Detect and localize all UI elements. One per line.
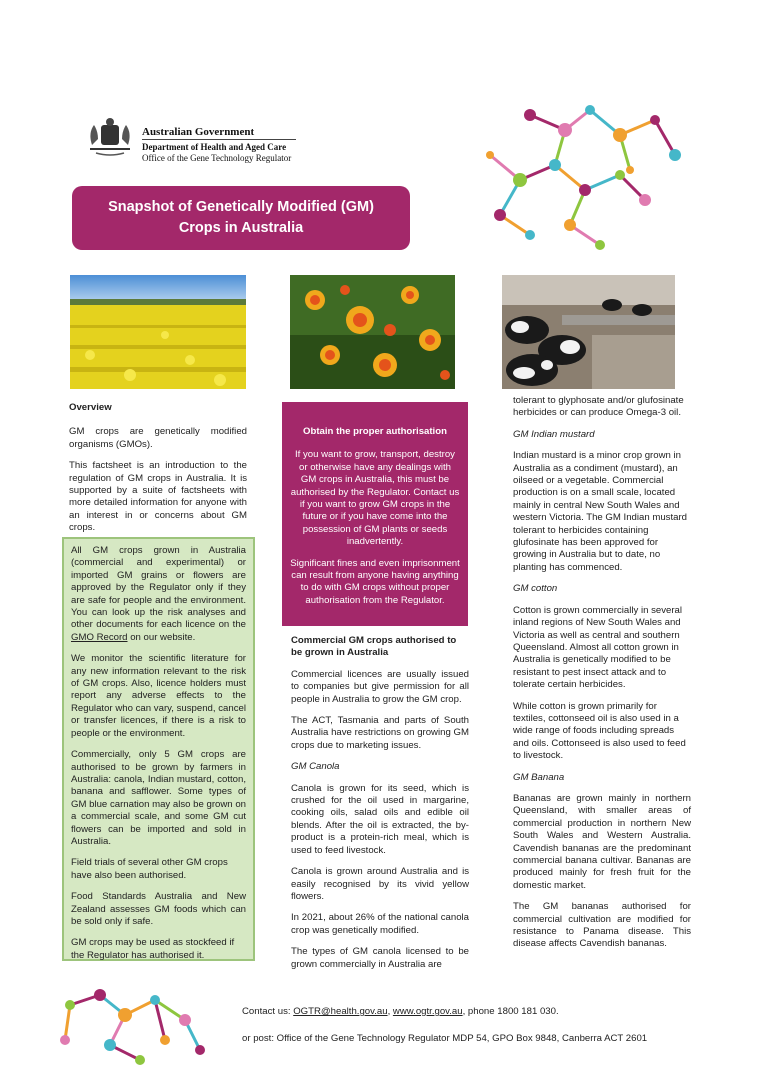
box-para-5: Food Standards Australia and New Zealand assesses GM foods which can be sold only if safe. bbox=[71, 891, 246, 927]
canola-para-4: The types of GM canola licensed to be grown commercially in Australia are bbox=[291, 946, 469, 970]
gmo-record-link[interactable]: GMO Record bbox=[71, 631, 128, 643]
overview-heading: Overview bbox=[69, 402, 112, 413]
title-banner bbox=[72, 186, 410, 250]
mustard-heading: GM Indian mustard bbox=[513, 428, 595, 440]
safflower-photo bbox=[290, 275, 455, 389]
cotton-heading: GM cotton bbox=[513, 583, 558, 595]
authorisation-heading: Obtain the proper authorisation bbox=[303, 426, 447, 437]
commercial-para-2: The ACT, Tasmania and parts of South Australia have restrictions on growing GM crops due to marketing issues. bbox=[291, 715, 469, 751]
footer-molecule-icon bbox=[55, 985, 215, 1070]
banana-heading: GM Banana bbox=[513, 771, 565, 783]
coat-of-arms-icon bbox=[84, 115, 136, 157]
box-para-1: All GM crops grown in Australia (commercial and experimental) or imported GM grains or flowers are approved by the Regulator only if they are safe for people and the environment. You can look up the risk analyses and other documents for each licence on the GMO Record on our website. bbox=[71, 545, 246, 643]
molecule-decoration-icon bbox=[470, 95, 700, 265]
website-link[interactable]: www.ogtr.gov.au bbox=[392, 1006, 463, 1017]
title-line-2: Crops in Australia bbox=[178, 220, 304, 236]
commercial-para-1: Commercial licences are usually issued to companies but give permission for all people in Australia to grow the GM crop. bbox=[291, 668, 469, 705]
box-para-4: Field trials of several other GM crops have also been authorised. bbox=[71, 857, 228, 881]
government-logo bbox=[84, 115, 299, 165]
box-para-2: We monitor the scientific literature for any new information relevant to the risk of GM crops. Also, licence holders must report any adverse effects to the Regulator who can vary, suspend, cancel or transfer licences, if there is a risk to people or the environment. bbox=[71, 653, 246, 739]
gov-name: Australian Government bbox=[142, 126, 255, 138]
canola-heading: GM Canola bbox=[291, 761, 340, 773]
column-1 bbox=[69, 402, 247, 544]
column-2 bbox=[291, 635, 469, 980]
canola-para-3: In 2021, about 26% of the national canola crop was genetically modified. bbox=[291, 912, 469, 936]
footer-contact: Contact us: OGTR@health.gov.au, www.ogtr.gov.au, phone 1800 181 030. bbox=[242, 1006, 559, 1017]
overview-para-1: GM crops are genetically modified organisms (GMOs). bbox=[69, 426, 247, 450]
canola-para-2: Canola is grown around Australia and is easily recognised by its vivid yellow flowers. bbox=[291, 866, 469, 902]
title-line-1: Snapshot of Genetically Modified (GM) bbox=[108, 199, 374, 215]
cattle-feedlot-photo bbox=[502, 275, 675, 389]
authorisation-box bbox=[282, 402, 468, 626]
overview-para-2: This factsheet is an introduction to the regulation of GM crops in Australia. It is supported by a suite of factsheets with more detailed information for anyone with an interest in or concerns about GM crops. bbox=[69, 460, 247, 534]
office-name: Office of the Gene Technology Regulator bbox=[142, 153, 292, 163]
dept-name: Department of Health and Aged Care bbox=[142, 142, 287, 152]
banana-para-2: The GM bananas authorised for commercial cultivation are modified for resistance to Panama disease. This disease affects Cavendish bananas. bbox=[513, 901, 691, 950]
box-para-3: Commercially, only 5 GM crops are authorised to be grown by farmers in Australia: canola, Indian mustard, cotton, banana and safflower. Some types of GM blue carnation may also be grown on a commercial scale, and some GM cut flowers can be imported and sold in Australia. bbox=[71, 749, 246, 847]
canola-types-cont: tolerant to glyphosate and/or glufosinate herbicides or can produce Omega-3 oil. bbox=[513, 395, 684, 419]
mustard-para: Indian mustard is a minor crop grown in Australia as a condiment (mustard), an oilseed or a vegetable. Commercial production is on a small scale, located mainly in central New South Wales and western Victoria. The GM Indian mustard tolerant to herbicides containing glufosinate has been approved for growing in Australia but to date, no planting has commenced. bbox=[513, 450, 688, 573]
banana-para-1: Bananas are grown mainly in northern Queensland, with smaller areas of commercial production in northern New South Wales and Western Australia. Cavendish bananas are the predominant commercial banana cultivar. Bananas are produced mainly for fresh fruit for the domestic market. bbox=[513, 792, 691, 891]
authorisation-para-2: Significant fines and even imprisonment can result from anyone having anything to do with GM crops without proper authorisation from the Regulator. bbox=[290, 557, 460, 606]
email-link[interactable]: OGTR@health.gov.au bbox=[293, 1006, 388, 1017]
footer-post: or post: Office of the Gene Technology Regulator MDP 54, GPO Box 9848, Canberra ACT 2601 bbox=[242, 1033, 648, 1044]
canola-field-photo bbox=[70, 275, 246, 389]
cotton-para-1: Cotton is grown commercially in several inland regions of New South Wales and Victoria as well as central and southern Queensland. Almost all cotton grown in Australia is genetically modified to be resistant to pest insect attack and to tolerate certain herbicides. bbox=[513, 604, 683, 691]
box-para-6: GM crops may be used as stockfeed if the Regulator has authorised it. bbox=[71, 937, 235, 961]
column-3 bbox=[513, 395, 691, 960]
commercial-heading: Commercial GM crops authorised to be grown in Australia bbox=[291, 635, 457, 659]
green-info-box bbox=[62, 537, 255, 961]
canola-para-1: Canola is grown for its seed, which is crushed for the oil used in margarine, cooking oils, salad oils and edible oil blends. After the oil is extracted, the by-product is a protein-rich meal, which is used to feed livestock. bbox=[291, 782, 469, 856]
authorisation-para-1: If you want to grow, transport, destroy or otherwise have any dealings with GM crops in Australia, this must be authorised by the Regulator. Contact us if you want to grow GM crops in the future or if you have come into the possession of GM plants or seeds inadvertently. bbox=[290, 449, 460, 548]
cotton-para-2: While cotton is grown primarily for textiles, cottonseed oil is also used in a wide range of foods including spreads and oils. Cottonseed is also used to feed to livestock. bbox=[513, 700, 686, 762]
